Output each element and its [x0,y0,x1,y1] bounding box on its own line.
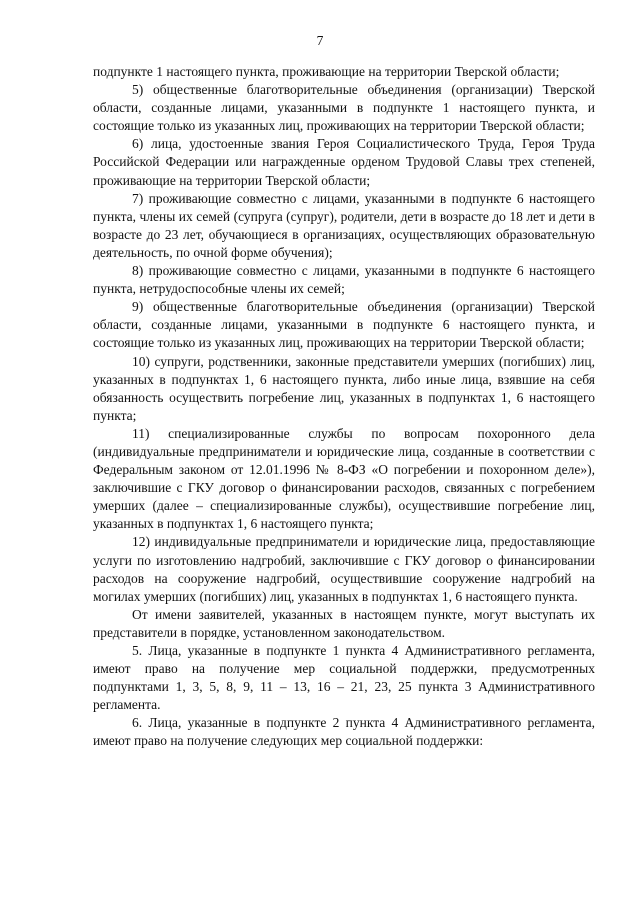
paragraph: 5) общественные благотворительные объединения (организации) Тверской области, созданные лицами, указанными в подпункте 1 настоящего пункта, и состоящие только из указанных лиц, проживающих на территории Тверской области; [93,82,595,134]
paragraph: 6) лица, удостоенные звания Героя Социалистического Труда, Героя Труда Российской Федерации или награжденные орденом Трудовой Славы трех степеней, проживающие на территории Тверской области; [93,136,595,188]
paragraph: 11) специализированные службы по вопросам похоронного дела (индивидуальные предприниматели и юридические лица, созданные в соответствии с Федеральным законом от 12.01.1996 № 8-ФЗ «О погребении и похоронном деле»), заключившие с ГКУ договор о финансировании расходов, связанных с погребением умерших (далее – специализированные службы), осуществившие погребение лиц, указанных в подпунктах 1, 6 настоящего пункта; [93,425,595,532]
paragraph: подпункте 1 настоящего пункта, проживающие на территории Тверской области; [93,64,560,79]
paragraph: От имени заявителей, указанных в настоящем пункте, могут выступать их представители в порядке, установленном законодательством. [93,606,595,640]
page-number: 7 [316,33,324,48]
paragraph: 7) проживающие совместно с лицами, указанными в подпункте 6 настоящего пункта, члены их семей (супруга (супруг), родители, дети в возрасте до 18 лет и дети в возрасте до 23 лет, обучающиеся в организациях, осуществляющих образовательную деятельность, по очной форме обучения); [93,190,595,260]
document-body [93,63,595,751]
paragraph: 9) общественные благотворительные объединения (организации) Тверской области, созданные лицами, указанными в подпункте 6 настоящего пункта, и состоящие только из указанных лиц, проживающих на территории Тверской области; [93,299,595,351]
paragraph: 5. Лица, указанные в подпункте 1 пункта 4 Административного регламента, имеют право на получение мер социальной поддержки, предусмотренных подпунктами 1, 3, 5, 8, 9, 11 – 13, 16 – 21, 23, 25 пункта 3 Административного регламента. [93,643,595,713]
paragraph: 12) индивидуальные предприниматели и юридические лица, предоставляющие услуги по изготовлению надгробий, заключившие с ГКУ договор о финансировании расходов на сооружение надгробий, осуществившие сооружение надгробий на могилах умерших (погибших) лиц, указанных в подпунктах 1, 6 настоящего пункта. [93,534,595,604]
paragraph: 6. Лица, указанные в подпункте 2 пункта 4 Административного регламента, имеют право на получение следующих мер социальной поддержки: [93,715,595,749]
paragraph: 10) супруги, родственники, законные представители умерших (погибших) лиц, указанных в подпунктах 1, 6 настоящего пункта, либо иные лица, взявшие на себя обязанность осуществить погребение лиц, указанных в подпунктах 1, 6 настоящего пункта; [93,353,595,423]
paragraph: 8) проживающие совместно с лицами, указанными в подпункте 6 настоящего пункта, нетрудоспособные члены их семей; [93,263,595,297]
